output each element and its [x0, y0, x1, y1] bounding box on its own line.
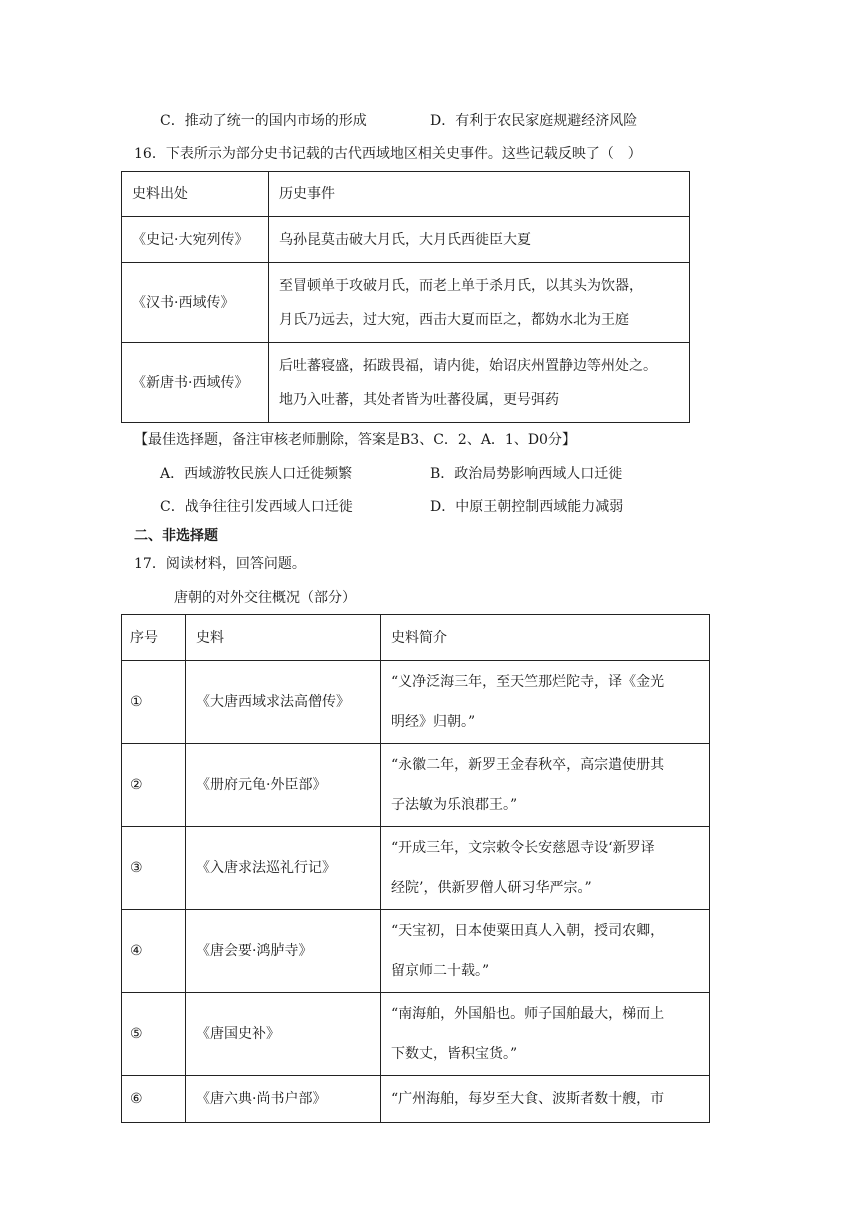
q17-row1-summary [381, 661, 710, 744]
table-row [122, 661, 710, 744]
table-row [122, 263, 690, 343]
q16-row3-event [269, 343, 690, 423]
q17-header-summary: 史料简介 [381, 615, 710, 661]
q16-option-d: D．中原王朝控制西域能力减弱 [430, 499, 624, 515]
q17-row2-line1: “永徽二年，新罗王金春秋卒，高宗遣使册其 [391, 757, 665, 773]
table-row [122, 993, 710, 1076]
q17-row6-summary: “广州海舶，每岁至大食、波斯者数十艘，市 [381, 1076, 710, 1123]
table-row [122, 343, 690, 423]
section-title: 二、非选择题 [134, 528, 218, 544]
q17-row2-source: 《册府元龟·外臣部》 [186, 744, 381, 827]
q17-row2-index: ② [122, 744, 186, 827]
q16-table [121, 171, 690, 423]
table-row [122, 1076, 710, 1123]
q17-row5-line1: “南海舶，外国船也。师子国舶最大，梯而上 [391, 1006, 665, 1022]
q16-table-header [122, 172, 690, 217]
q17-table-caption: 唐朝的对外交往概况（部分） [174, 590, 356, 606]
q17-row5-source: 《唐国史补》 [186, 993, 381, 1076]
q17-row3-summary [381, 827, 710, 910]
q16-note: 【最佳选择题，备注审核老师删除，答案是B3、C．2、A．1、D0分】 [134, 432, 576, 448]
q16-row3-line1: 后吐蕃寝盛，拓跋畏福，请内徙，始诏庆州置静边等州处之。 [279, 357, 657, 374]
q16-header-source: 史料出处 [122, 172, 269, 217]
q17-row4-line2: 留京师二十载。” [391, 963, 490, 979]
q17-row1-source: 《大唐西域求法高僧传》 [186, 661, 381, 744]
q17-row1-line1: “义净泛海三年，至天竺那烂陀寺，译《金光 [391, 674, 665, 690]
q17-row1-line2: 明经》归朝。” [391, 714, 476, 730]
q16-row1-event: 乌孙昆莫击破大月氏，大月氏西徙臣大夏 [269, 217, 690, 263]
q17-row1-index: ① [122, 661, 186, 744]
q16-option-c: C．战争往往引发西域人口迁徙 [160, 499, 353, 515]
q17-row6-index: ⑥ [122, 1076, 186, 1123]
q17-header-source: 史料 [186, 615, 381, 661]
q16-header-event: 历史事件 [269, 172, 690, 217]
q17-row6-source: 《唐六典·尚书户部》 [186, 1076, 381, 1123]
q17-row3-source: 《入唐求法巡礼行记》 [186, 827, 381, 910]
q17-table [121, 614, 710, 1123]
q17-row4-line1: “天宝初，日本使粟田真人入朝，授司农卿， [391, 923, 665, 939]
q16-row2-line2: 月氏乃远去，过大宛，西击大夏而臣之，都妫水北为王庭 [279, 311, 629, 328]
q17-table-header [122, 615, 710, 661]
q17-row4-index: ④ [122, 910, 186, 993]
q16-row2-event [269, 263, 690, 343]
q17-row3-index: ③ [122, 827, 186, 910]
q16-row3-line2: 地乃入吐蕃，其处者皆为吐蕃役属，更号弭药 [279, 391, 559, 408]
q17-row5-summary [381, 993, 710, 1076]
q16-option-a: A．西域游牧民族人口迁徙频繁 [160, 466, 353, 482]
q16-row1-source: 《史记·大宛列传》 [122, 217, 269, 263]
q17-header-index: 序号 [122, 615, 186, 661]
table-row [122, 217, 690, 263]
table-row [122, 827, 710, 910]
q15-option-c: C．推动了统一的国内市场的形成 [160, 113, 367, 129]
q15-option-d: D．有利于农民家庭规避经济风险 [430, 113, 638, 129]
q17-row5-index: ⑤ [122, 993, 186, 1076]
q16-row3-source: 《新唐书·西域传》 [122, 343, 269, 423]
q17-row2-line2: 子法敏为乐浪郡王。” [391, 797, 518, 813]
q17-row3-line2: 经院’，供新罗僧人研习华严宗。” [391, 880, 592, 896]
q17-row4-summary [381, 910, 710, 993]
table-row [122, 744, 710, 827]
q16-option-b: B．政治局势影响西域人口迁徙 [430, 466, 623, 482]
q17-row4-source: 《唐会要·鸿胪寺》 [186, 910, 381, 993]
q17-row3-line1: “开成三年，文宗敕令长安慈恩寺设‘新罗译 [391, 840, 655, 856]
q16-row2-source: 《汉书·西域传》 [122, 263, 269, 343]
q17-row2-summary [381, 744, 710, 827]
table-row [122, 910, 710, 993]
q16-stem: 16．下表所示为部分史书记载的古代西域地区相关史事件。这些记载反映了（ ） [134, 146, 642, 162]
q17-stem: 17．阅读材料，回答问题。 [134, 556, 306, 572]
q17-row5-line2: 下数丈，皆积宝货。” [391, 1046, 518, 1062]
q16-row2-line1: 至冒顿单于攻破月氏，而老上单于杀月氏，以其头为饮器， [279, 277, 643, 294]
